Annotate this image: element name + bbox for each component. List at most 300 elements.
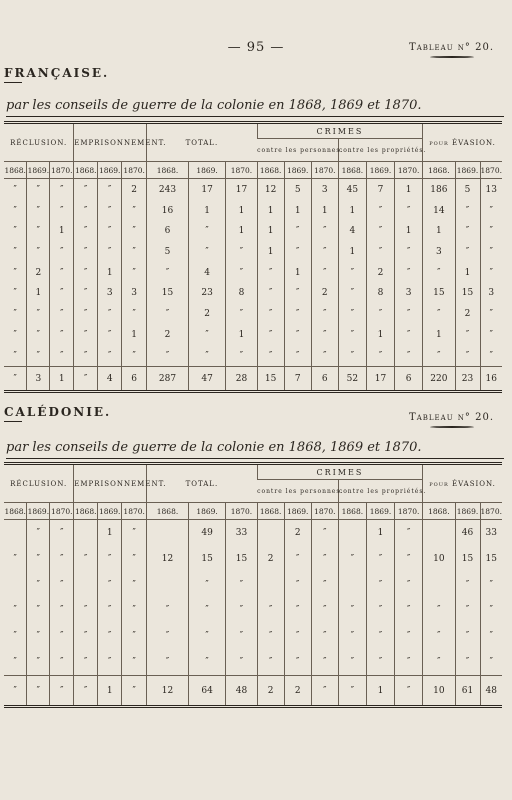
table-cell: ″ xyxy=(455,200,480,221)
table-cell: ″ xyxy=(395,520,423,547)
table-cell: ″ xyxy=(395,324,423,345)
table-cell: 7 xyxy=(366,180,394,201)
year-header: 1870. xyxy=(50,162,74,179)
table-cell: ″ xyxy=(13,554,17,565)
page-number: — 95 — xyxy=(227,40,285,55)
table-cell: 1 xyxy=(257,221,284,242)
table-cell: 5 xyxy=(455,180,480,201)
year-header: 1869. xyxy=(284,503,311,520)
table-cell: 2 xyxy=(284,520,311,547)
table-cell: 1 xyxy=(395,221,423,242)
total-cell: 61 xyxy=(455,676,480,707)
table-cell: ″ xyxy=(423,623,455,649)
table-cell: ″ xyxy=(284,649,311,676)
table-cell: 2 xyxy=(257,546,284,572)
table-cell: 15 xyxy=(423,283,455,304)
header-emprisonnement: EMPRISONNEMENT. xyxy=(74,464,147,503)
table-cell: ″ xyxy=(188,242,226,263)
table-cell: ″ xyxy=(366,598,394,624)
table-cell: ″ xyxy=(257,304,284,325)
header-emprisonnement: EMPRISONNEMENT. xyxy=(74,123,147,162)
table-cell: ″ xyxy=(27,324,50,345)
year-header: 1869. xyxy=(98,503,122,520)
table-cell: 46 xyxy=(455,520,480,547)
table-cell: ″ xyxy=(284,546,311,572)
total-cell: 6 xyxy=(311,367,338,392)
table-cell: 3 xyxy=(395,283,423,304)
header-contre-proprietes: contre les propriétés. xyxy=(338,139,422,162)
table-cell: ″ xyxy=(27,649,50,676)
table-cell: ″ xyxy=(257,283,284,304)
table-cell: ″ xyxy=(226,649,257,676)
table-cell: 1 xyxy=(366,324,394,345)
table-cell: ″ xyxy=(480,221,502,242)
table-cell xyxy=(4,572,27,598)
table-cell: ″ xyxy=(27,345,50,367)
table-cell: 14 xyxy=(423,200,455,221)
table-cell: ″ xyxy=(98,598,122,624)
table-cell: ″ xyxy=(338,598,366,624)
table-cell: 1 xyxy=(50,221,74,242)
table-cell: ″ xyxy=(13,631,17,642)
table-cell: ″ xyxy=(366,345,394,367)
table-cell: ″ xyxy=(98,200,122,221)
table-cell: ″ xyxy=(13,605,17,616)
table-cell: ″ xyxy=(226,345,257,367)
table-cell: 3 xyxy=(480,283,502,304)
table-cell: 12 xyxy=(147,546,189,572)
header-crimes: CRIMES xyxy=(257,123,423,139)
table-cell: 2 xyxy=(311,283,338,304)
table-cell: ″ xyxy=(455,324,480,345)
table-cell: ″ xyxy=(13,184,17,195)
total-cell: 6 xyxy=(122,367,147,392)
table-cell: ″ xyxy=(50,546,74,572)
table-reference-bottom xyxy=(409,412,494,428)
year-header: 1870. xyxy=(395,162,423,179)
table-cell: ″ xyxy=(50,520,74,547)
table-cell: ″ xyxy=(50,283,74,304)
table-cell xyxy=(257,572,284,598)
table-cell: 4 xyxy=(338,221,366,242)
table-cell: ″ xyxy=(480,623,502,649)
table-cell: ″ xyxy=(74,262,98,283)
ornament-swash xyxy=(430,56,474,58)
table-cell: ″ xyxy=(147,598,189,624)
year-header: 1870. xyxy=(122,162,147,179)
table-cell: ″ xyxy=(395,623,423,649)
heading-rule xyxy=(4,82,22,83)
table-cell: 3 xyxy=(423,242,455,263)
table-cell: ″ xyxy=(366,649,394,676)
total-cell: 287 xyxy=(147,367,189,392)
header-crimes: CRIMES xyxy=(257,464,423,480)
section-subtitle xyxy=(6,98,504,117)
table-row xyxy=(4,304,502,325)
total-cell: 7 xyxy=(284,367,311,392)
table-cell: ″ xyxy=(122,649,147,676)
table-cell: ″ xyxy=(338,304,366,325)
table-cell: 1 xyxy=(284,262,311,283)
table-cell: ″ xyxy=(13,308,17,319)
total-cell: 17 xyxy=(366,367,394,392)
table-cell: ″ xyxy=(50,598,74,624)
table-cell: ″ xyxy=(188,649,226,676)
total-cell: ″ xyxy=(338,676,366,707)
table-cell: ″ xyxy=(480,572,502,598)
table-cell: 1 xyxy=(226,324,257,345)
table-cell: ″ xyxy=(122,520,147,547)
year-header: 1868. xyxy=(147,503,189,520)
table-cell: ″ xyxy=(122,262,147,283)
year-header: 1870. xyxy=(480,503,502,520)
table-row xyxy=(4,546,502,572)
table-cell: ″ xyxy=(395,598,423,624)
total-cell: ″ xyxy=(74,367,98,392)
table-cell: ″ xyxy=(395,304,423,325)
table-cell: ″ xyxy=(455,572,480,598)
table-reference-text: Tableau n° 20. xyxy=(409,42,494,53)
year-header: 1870. xyxy=(395,503,423,520)
table-cell: ″ xyxy=(74,242,98,263)
total-cell: 6 xyxy=(395,367,423,392)
table-cell: ″ xyxy=(395,546,423,572)
year-header: 1868. xyxy=(4,503,27,520)
header-reclusion: RÉCLUSION. xyxy=(4,123,74,162)
table-cell: ″ xyxy=(284,324,311,345)
table-cell: ″ xyxy=(13,657,17,668)
section-heading xyxy=(4,405,111,422)
header-contre-personnes: contre les personnes. xyxy=(257,139,338,162)
table-cell: 2 xyxy=(27,262,50,283)
table-cell: ″ xyxy=(27,572,50,598)
table-cell: ″ xyxy=(74,345,98,367)
table-cell: ″ xyxy=(480,200,502,221)
table-cell: ″ xyxy=(226,572,257,598)
table-cell: ″ xyxy=(226,623,257,649)
table-cell: ″ xyxy=(257,324,284,345)
table-cell: ″ xyxy=(27,180,50,201)
table-cell: ″ xyxy=(395,345,423,367)
table-cell: ″ xyxy=(257,262,284,283)
table-cell: ″ xyxy=(395,572,423,598)
table-cell: 10 xyxy=(423,546,455,572)
table-cell: 5 xyxy=(284,180,311,201)
total-cell: 220 xyxy=(423,367,455,392)
year-header: 1869. xyxy=(27,503,50,520)
table-row xyxy=(4,262,502,283)
table-cell: 1 xyxy=(257,200,284,221)
table-cell: ″ xyxy=(13,267,17,278)
table-cell: ″ xyxy=(74,283,98,304)
table-cell: ″ xyxy=(338,546,366,572)
table-cell: 1 xyxy=(338,200,366,221)
table-cell: ″ xyxy=(122,345,147,367)
table-cell: ″ xyxy=(226,598,257,624)
table-cell: ″ xyxy=(50,324,74,345)
total-cell: 52 xyxy=(338,367,366,392)
header-reclusion: RÉCLUSION. xyxy=(4,464,74,503)
year-header: 1870. xyxy=(226,162,257,179)
table-cell: 2 xyxy=(455,304,480,325)
table-cell: ″ xyxy=(188,598,226,624)
table-cell: 3 xyxy=(98,283,122,304)
total-cell: 48 xyxy=(226,676,257,707)
table-cell: ″ xyxy=(188,345,226,367)
table-cell: ″ xyxy=(395,262,423,283)
total-cell: 3 xyxy=(27,367,50,392)
table-cell: 6 xyxy=(147,221,189,242)
table-cell: ″ xyxy=(284,242,311,263)
year-header: 1868. xyxy=(147,162,189,179)
total-cell: ″ xyxy=(4,676,27,707)
totals-row xyxy=(4,367,502,392)
table-cell: ″ xyxy=(284,623,311,649)
table-cell: ″ xyxy=(50,345,74,367)
table-cell: ″ xyxy=(50,304,74,325)
table-row xyxy=(4,242,502,263)
table-cell: ″ xyxy=(455,598,480,624)
total-cell: 16 xyxy=(480,367,502,392)
year-header: 1870. xyxy=(226,503,257,520)
table-cell: 3 xyxy=(311,180,338,201)
table-cell: 15 xyxy=(226,546,257,572)
table-cell: ″ xyxy=(455,623,480,649)
table-cell: ″ xyxy=(423,598,455,624)
table-cell: ″ xyxy=(27,546,50,572)
total-cell: 12 xyxy=(147,676,189,707)
table-cell: ″ xyxy=(226,304,257,325)
table-cell: 33 xyxy=(226,520,257,547)
table-cell: ″ xyxy=(480,324,502,345)
total-cell: ″ xyxy=(4,367,27,392)
year-header: 1869. xyxy=(188,162,226,179)
table-cell: ″ xyxy=(257,598,284,624)
table-cell: ″ xyxy=(257,345,284,367)
table-cell: ″ xyxy=(74,304,98,325)
table-cell: ″ xyxy=(50,623,74,649)
table-cell: 1 xyxy=(366,520,394,547)
table-cell: ″ xyxy=(366,200,394,221)
table-cell: 1 xyxy=(338,242,366,263)
table-cell: 15 xyxy=(480,546,502,572)
year-header: 1869. xyxy=(98,162,122,179)
table-cell: 1 xyxy=(423,324,455,345)
table-cell: 15 xyxy=(455,546,480,572)
header-contre-proprietes: contre les propriétés. xyxy=(338,480,422,503)
header-evasion: pour ÉVASION. xyxy=(423,123,502,162)
year-header: 1868. xyxy=(74,162,98,179)
table-cell: ″ xyxy=(480,242,502,263)
table-cell: ″ xyxy=(122,623,147,649)
table-cell: ″ xyxy=(122,304,147,325)
table-cell: ″ xyxy=(50,262,74,283)
year-header: 1868. xyxy=(4,162,27,179)
year-header: 1868. xyxy=(423,503,455,520)
table-cell: ″ xyxy=(98,324,122,345)
statistics-table-caledonie xyxy=(4,462,502,708)
total-cell: 28 xyxy=(226,367,257,392)
total-cell: 1 xyxy=(50,367,74,392)
table-cell: ″ xyxy=(13,246,17,257)
table-cell: 23 xyxy=(188,283,226,304)
table-cell: 1 xyxy=(395,180,423,201)
table-cell: ″ xyxy=(122,572,147,598)
table-cell: ″ xyxy=(311,546,338,572)
table-cell: 15 xyxy=(455,283,480,304)
ornament-swash xyxy=(430,426,474,428)
table-row xyxy=(4,180,502,201)
table-reference-top xyxy=(409,42,494,58)
total-cell: 10 xyxy=(423,676,455,707)
table-cell: ″ xyxy=(147,623,189,649)
table-cell: ″ xyxy=(98,180,122,201)
table-cell: ″ xyxy=(50,242,74,263)
table-cell: ″ xyxy=(122,546,147,572)
table-cell: ″ xyxy=(311,242,338,263)
total-cell: 1 xyxy=(98,676,122,707)
table-cell: ″ xyxy=(13,226,17,237)
table-cell: ″ xyxy=(27,242,50,263)
table-cell: ″ xyxy=(284,572,311,598)
table-cell: ″ xyxy=(423,649,455,676)
table-cell: ″ xyxy=(27,200,50,221)
table-cell: ″ xyxy=(338,324,366,345)
table-cell: ″ xyxy=(455,345,480,367)
total-cell: ″ xyxy=(50,676,74,707)
table-cell: ″ xyxy=(480,262,502,283)
table-cell: ″ xyxy=(74,180,98,201)
table-cell xyxy=(423,520,455,547)
table-cell: ″ xyxy=(311,572,338,598)
table-cell: 1 xyxy=(188,200,226,221)
table-cell: 4 xyxy=(188,262,226,283)
table-cell: ″ xyxy=(27,304,50,325)
table-cell: ″ xyxy=(423,345,455,367)
table-cell: ″ xyxy=(27,221,50,242)
table-cell: ″ xyxy=(284,221,311,242)
total-cell: ″ xyxy=(311,676,338,707)
table-cell: ″ xyxy=(122,598,147,624)
year-header-row xyxy=(4,503,502,520)
table-cell: ″ xyxy=(98,345,122,367)
heading-rule xyxy=(4,421,22,422)
table-cell: ″ xyxy=(423,262,455,283)
table-cell: ″ xyxy=(284,283,311,304)
table-cell xyxy=(74,572,98,598)
table-cell: 2 xyxy=(366,262,394,283)
table-cell xyxy=(147,520,189,547)
table-body xyxy=(4,520,502,707)
table-cell: ″ xyxy=(395,200,423,221)
table-cell: ″ xyxy=(480,304,502,325)
table-cell: ″ xyxy=(74,221,98,242)
table-cell: ″ xyxy=(366,221,394,242)
subtitle-rule xyxy=(6,116,504,117)
table-row xyxy=(4,200,502,221)
table-row xyxy=(4,623,502,649)
table-row xyxy=(4,572,502,598)
table-cell xyxy=(257,520,284,547)
table-cell: ″ xyxy=(50,200,74,221)
table-cell: 8 xyxy=(226,283,257,304)
subtitle-text: par les conseils de guerre de la colonie en 1868, 1869 et 1870. xyxy=(6,98,422,113)
year-header: 1869. xyxy=(455,503,480,520)
table-cell: ″ xyxy=(366,572,394,598)
table-cell: ″ xyxy=(188,324,226,345)
table-row xyxy=(4,649,502,676)
year-header: 1869. xyxy=(27,162,50,179)
table-cell: ″ xyxy=(98,623,122,649)
table-cell: ″ xyxy=(311,623,338,649)
table-cell: 33 xyxy=(480,520,502,547)
table-cell: 1 xyxy=(226,221,257,242)
table-cell: ″ xyxy=(13,205,17,216)
table-row xyxy=(4,324,502,345)
table-cell: ″ xyxy=(50,180,74,201)
table-cell: ″ xyxy=(74,200,98,221)
table-cell: ″ xyxy=(98,221,122,242)
table-cell: ″ xyxy=(98,649,122,676)
table-cell: ″ xyxy=(122,200,147,221)
table-cell: 5 xyxy=(147,242,189,263)
table-cell: ″ xyxy=(50,649,74,676)
total-cell: 2 xyxy=(257,676,284,707)
table-cell: ″ xyxy=(284,345,311,367)
table-cell xyxy=(338,572,366,598)
table-cell: ″ xyxy=(338,283,366,304)
table-cell: ″ xyxy=(13,288,17,299)
table-cell: ″ xyxy=(423,304,455,325)
year-header: 1869. xyxy=(366,503,394,520)
table-cell: ″ xyxy=(284,598,311,624)
total-cell: ″ xyxy=(74,676,98,707)
table-cell: ″ xyxy=(395,649,423,676)
header-total: TOTAL. xyxy=(147,464,257,503)
table-cell: 243 xyxy=(147,180,189,201)
table-cell: ″ xyxy=(98,546,122,572)
table-cell: ″ xyxy=(311,304,338,325)
table-cell: ″ xyxy=(366,304,394,325)
table-cell: ″ xyxy=(188,221,226,242)
table-cell: 15 xyxy=(188,546,226,572)
total-cell: 1 xyxy=(366,676,394,707)
year-header: 1868. xyxy=(338,162,366,179)
table-cell: ″ xyxy=(226,242,257,263)
table-cell: ″ xyxy=(147,304,189,325)
statistics-table-francaise xyxy=(4,121,502,393)
table-cell: ″ xyxy=(338,345,366,367)
table-cell: ″ xyxy=(338,649,366,676)
table-row xyxy=(4,283,502,304)
total-cell: 15 xyxy=(257,367,284,392)
table-cell: ″ xyxy=(311,262,338,283)
section-heading xyxy=(4,66,109,83)
table-row xyxy=(4,598,502,624)
table-row xyxy=(4,520,502,547)
table-cell: 49 xyxy=(188,520,226,547)
table-cell: ″ xyxy=(147,649,189,676)
table-cell: 1 xyxy=(226,200,257,221)
year-header: 1868. xyxy=(257,503,284,520)
table-cell: ″ xyxy=(122,242,147,263)
table-cell: 1 xyxy=(311,200,338,221)
table-row xyxy=(4,221,502,242)
table-cell: ″ xyxy=(122,221,147,242)
table-cell: 2 xyxy=(188,304,226,325)
section-heading-text: CALÉDONIE. xyxy=(4,405,112,419)
year-header: 1868. xyxy=(423,162,455,179)
